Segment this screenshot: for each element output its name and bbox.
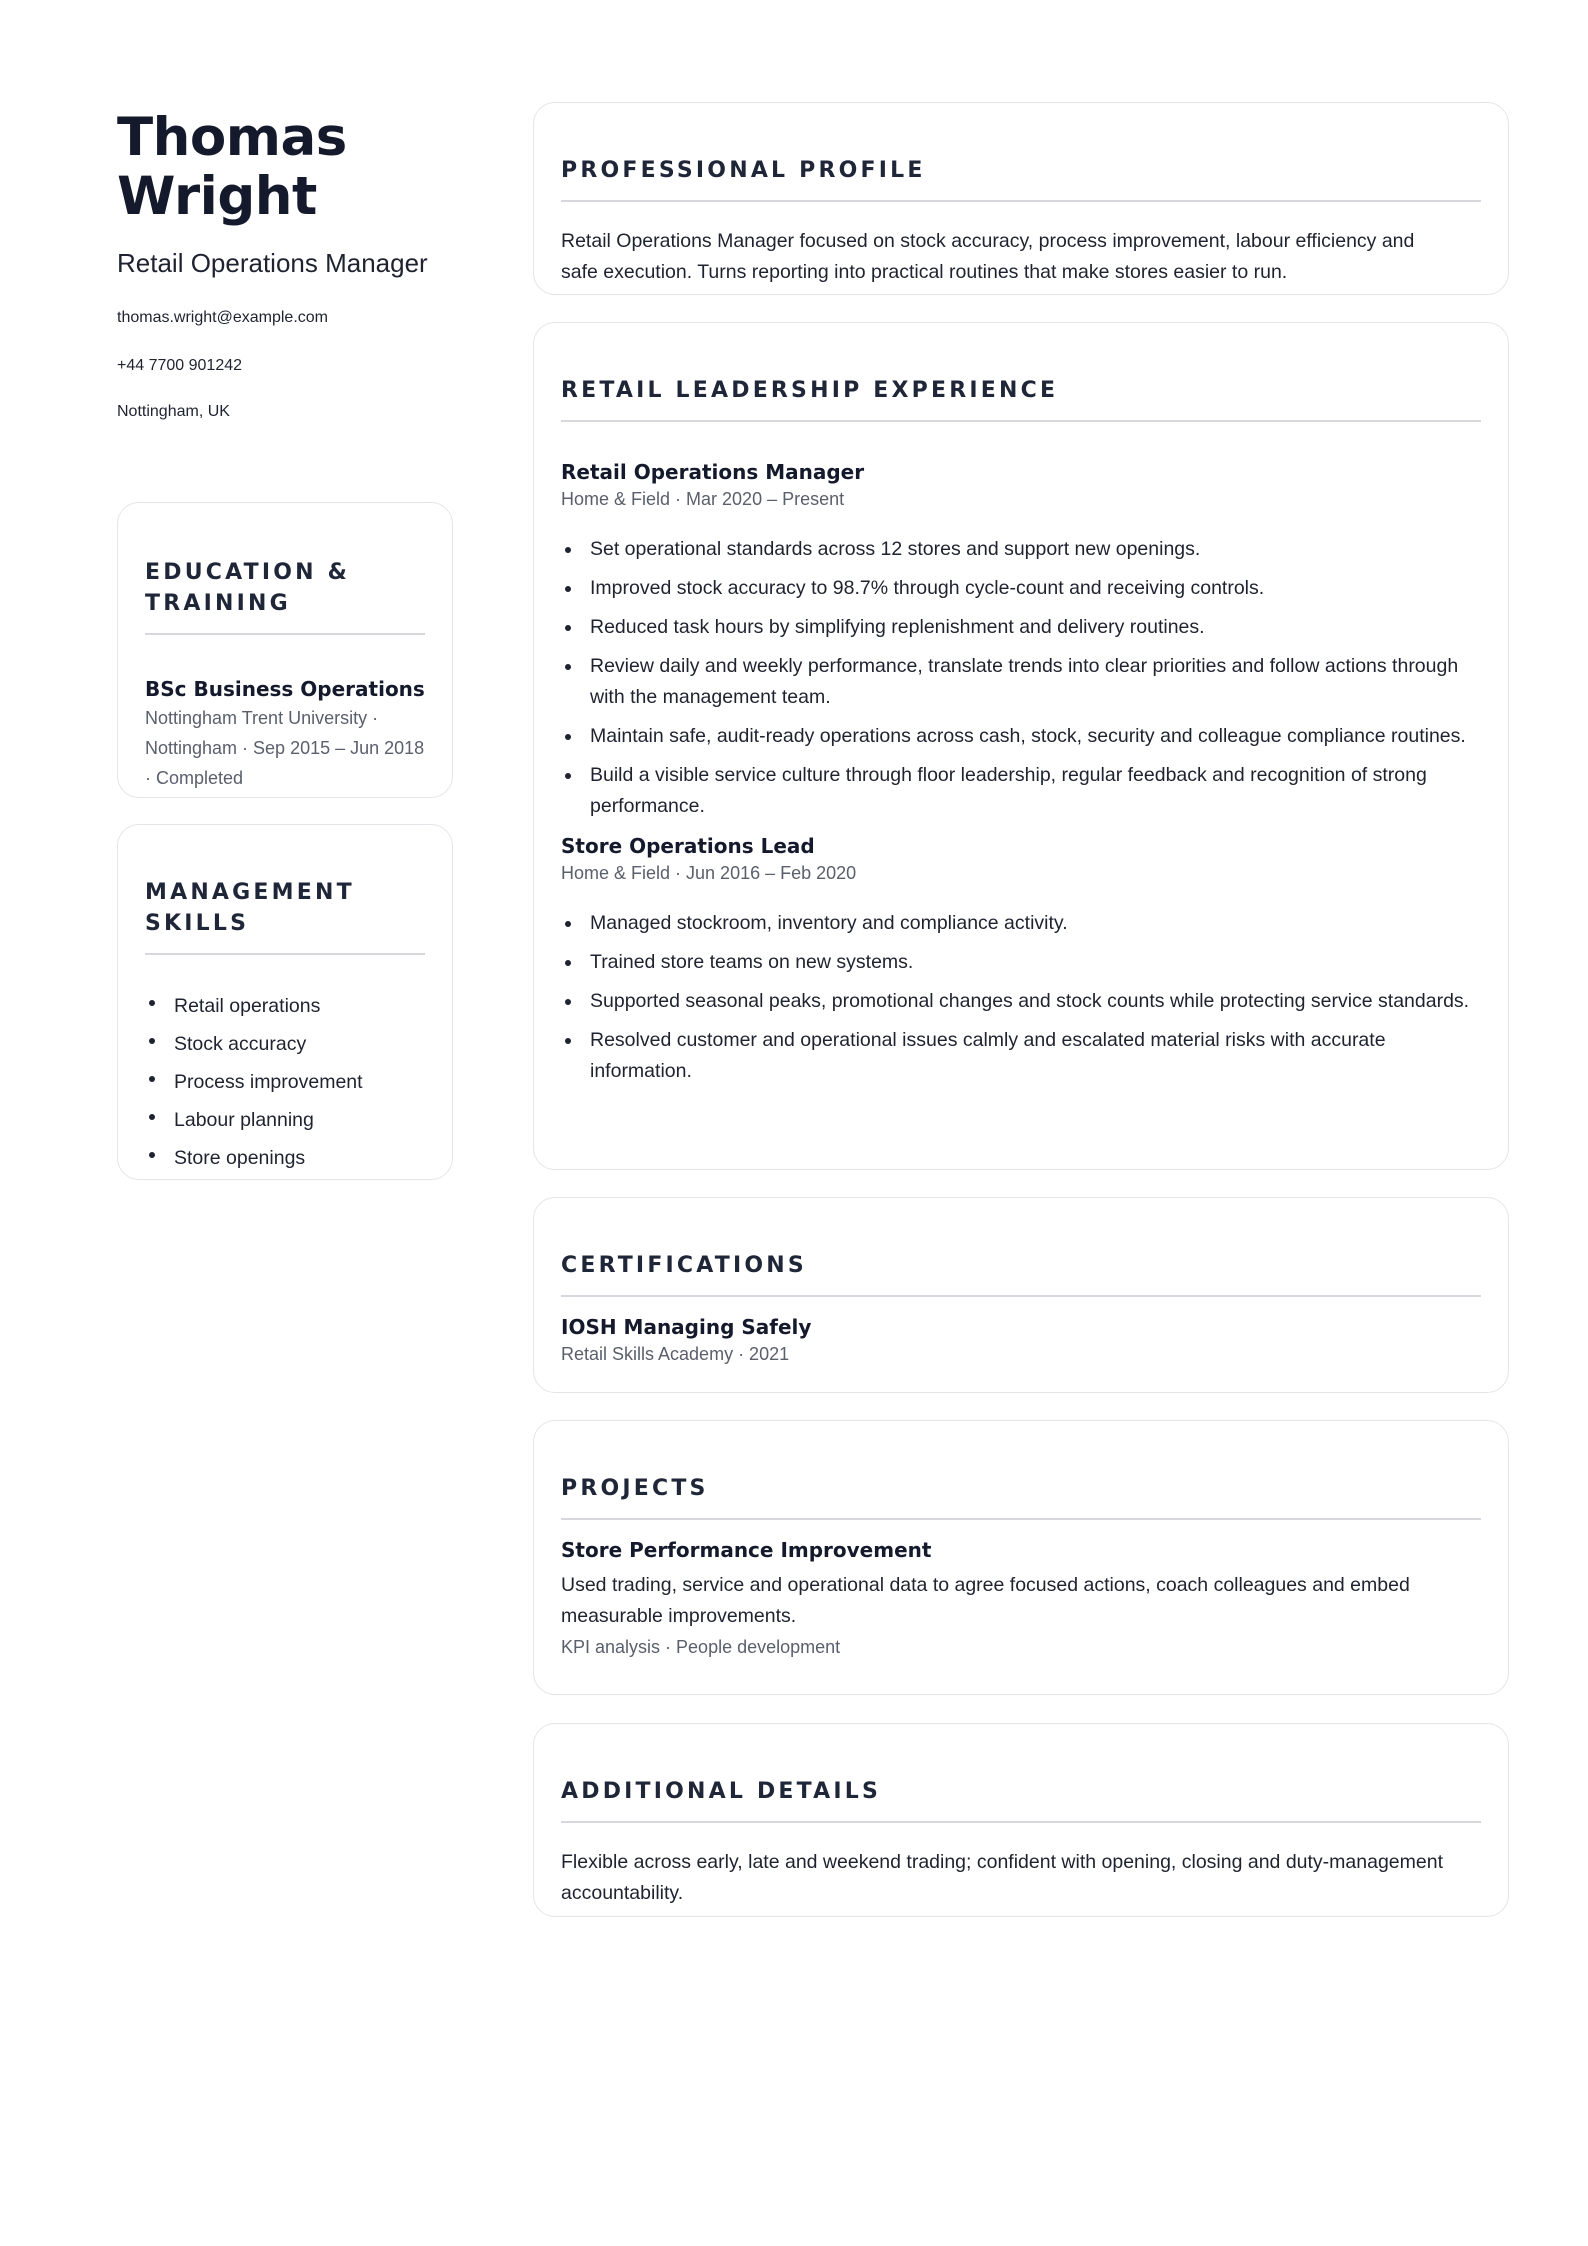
section-divider — [561, 420, 1481, 422]
projects-title: PROJECTS — [561, 1476, 709, 1501]
degree-meta — [145, 703, 425, 793]
education-card — [117, 502, 453, 798]
job-bullets — [561, 908, 1481, 1087]
skills-card — [117, 824, 453, 1180]
project-name: Store Performance Improvement — [561, 1538, 932, 1562]
profile-summary — [561, 226, 1481, 288]
skills-title — [145, 877, 425, 939]
profile-line-1: Retail Operations Manager focused on stock accuracy, process improvement, labour efficiency and — [561, 230, 1415, 252]
list-item: Stock accuracy — [145, 1025, 425, 1063]
list-item: Maintain safe, audit-ready operations across cash, stock, security and colleague compliance routines. — [561, 721, 1481, 752]
list-item: Improved stock accuracy to 98.7% through cycle-count and receiving controls. — [561, 573, 1481, 604]
name-line-2: Wright — [117, 166, 317, 227]
list-item: Labour planning — [145, 1101, 425, 1139]
education-title — [145, 557, 425, 619]
projects-card — [533, 1420, 1509, 1695]
additional-details-card — [533, 1723, 1509, 1917]
list-item: Set operational standards across 12 stores and support new openings. — [561, 534, 1481, 565]
job-meta: Home & Field · Jun 2016 – Feb 2020 — [561, 863, 857, 883]
degree-meta-line-3: · Completed — [145, 768, 244, 788]
project-description — [561, 1570, 1481, 1632]
additional-line-2: accountability. — [561, 1882, 684, 1904]
list-item: Store openings — [145, 1139, 425, 1177]
certifications-title: CERTIFICATIONS — [561, 1253, 807, 1278]
list-item: Retail operations — [145, 987, 425, 1025]
job-meta: Home & Field · Mar 2020 – Present — [561, 489, 845, 509]
certification-name: IOSH Managing Safely — [561, 1315, 812, 1339]
job-title: Retail Operations Manager — [561, 460, 865, 484]
additional-title: ADDITIONAL DETAILS — [561, 1779, 882, 1804]
education-title-line-1: EDUCATION & — [145, 560, 350, 585]
list-item: Resolved customer and operational issues calmly and escalated material risks with accurate information. — [561, 1025, 1481, 1087]
project-tags: KPI analysis · People development — [561, 1637, 841, 1657]
section-divider — [145, 633, 425, 635]
section-divider — [561, 1295, 1481, 1297]
job-title: Store Operations Lead — [561, 834, 815, 858]
skills-title-line-1: MANAGEMENT — [145, 880, 355, 905]
skills-title-line-2: SKILLS — [145, 911, 250, 936]
skills-list — [145, 987, 425, 1177]
contact-location: Nottingham, UK — [117, 403, 230, 420]
contact-phone: +44 7700 901242 — [117, 357, 243, 374]
additional-text — [561, 1847, 1481, 1909]
list-item: Trained store teams on new systems. — [561, 947, 1481, 978]
additional-line-1: Flexible across early, late and weekend trading; confident with opening, closing and duty-management — [561, 1851, 1443, 1873]
list-item: Process improvement — [145, 1063, 425, 1101]
candidate-role: Retail Operations Manager — [117, 248, 428, 278]
name-line-1: Thomas — [117, 107, 347, 168]
experience-title: RETAIL LEADERSHIP EXPERIENCE — [561, 378, 1059, 403]
education-title-line-2: TRAINING — [145, 591, 291, 616]
section-divider — [561, 200, 1481, 202]
profile-line-2: safe execution. Turns reporting into practical routines that make stores easier to run. — [561, 261, 1288, 283]
profile-title: PROFESSIONAL PROFILE — [561, 158, 926, 183]
project-description-line-1: Used trading, service and operational data to agree focused actions, coach colleagues and embed — [561, 1574, 1410, 1596]
experience-card — [533, 322, 1509, 1170]
section-divider — [561, 1518, 1481, 1520]
list-item: Supported seasonal peaks, promotional changes and stock counts while protecting service standards. — [561, 986, 1481, 1017]
list-item: Review daily and weekly performance, translate trends into clear priorities and follow actions through with the management team. — [561, 651, 1481, 713]
list-item: Build a visible service culture through floor leadership, regular feedback and recognition of strong performance. — [561, 760, 1481, 822]
profile-card — [533, 102, 1509, 295]
certification-meta: Retail Skills Academy · 2021 — [561, 1344, 790, 1364]
degree-meta-line-2: Nottingham · Sep 2015 – Jun 2018 — [145, 738, 425, 758]
section-divider — [561, 1821, 1481, 1823]
list-item: Reduced task hours by simplifying replenishment and delivery routines. — [561, 612, 1481, 643]
header — [117, 108, 453, 421]
job-bullets — [561, 534, 1481, 822]
degree-meta-line-1: Nottingham Trent University · — [145, 708, 379, 728]
list-item: Managed stockroom, inventory and compliance activity. — [561, 908, 1481, 939]
degree-title: BSc Business Operations — [145, 677, 425, 701]
certifications-card — [533, 1197, 1509, 1393]
project-description-line-2: measurable improvements. — [561, 1605, 797, 1627]
contact-email: thomas.wright@example.com — [117, 309, 328, 326]
section-divider — [145, 953, 425, 955]
candidate-name — [117, 108, 453, 226]
